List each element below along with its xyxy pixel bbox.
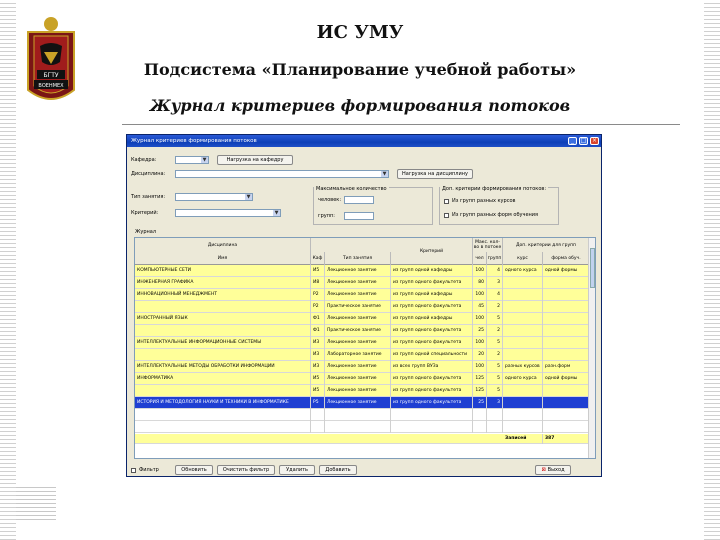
extra-courses-row <box>444 198 515 204</box>
cell-name <box>135 349 311 361</box>
cell-code: Ф1 <box>311 325 325 337</box>
cell-name: ИНЖЕНЕРНАЯ ГРАФИКА <box>135 277 311 289</box>
filter-label: Фильтр <box>139 467 159 473</box>
cell-criterion <box>391 421 473 433</box>
minimize-button[interactable]: _ <box>568 137 577 145</box>
cell-type: Лекционное занятие <box>325 337 391 349</box>
cell-type: Лекционное занятие <box>325 277 391 289</box>
col-criterion-header[interactable]: Критерий <box>391 238 473 265</box>
extra-forms-checkbox[interactable] <box>444 213 449 218</box>
groups-input[interactable] <box>344 212 374 220</box>
cell-name: ИНТЕЛЛЕКТУАЛЬНЫЕ МЕТОДЫ ОБРАБОТКИ ИНФОРМАЦИИ <box>135 361 311 373</box>
table-row[interactable] <box>135 397 590 409</box>
groups-label: групп: <box>318 213 335 219</box>
cell-name <box>135 385 311 397</box>
cell-groups: 2 <box>487 301 503 313</box>
cell-criterion: из групп одного факультета <box>391 373 473 385</box>
cell-name <box>135 421 311 433</box>
cell-people: 100 <box>473 265 487 277</box>
students-input[interactable] <box>344 196 374 204</box>
col-name-header[interactable]: Имя <box>135 252 311 265</box>
cell-type: Лекционное занятие <box>325 397 391 409</box>
cell-criterion: из групп одной кафедры <box>391 265 473 277</box>
cell-people: 25 <box>473 397 487 409</box>
table-row[interactable] <box>135 313 590 325</box>
cell-people: 125 <box>473 373 487 385</box>
cell-name: ИНФОРМАТИКА <box>135 373 311 385</box>
table-row[interactable] <box>135 421 590 433</box>
cell-type <box>325 409 391 421</box>
col-groups-header[interactable]: групп <box>487 252 503 265</box>
cell-groups: 5 <box>487 361 503 373</box>
cell-criterion: из групп одного факультета <box>391 337 473 349</box>
table-row[interactable] <box>135 409 590 421</box>
svg-text:БГТУ: БГТУ <box>43 72 59 79</box>
cell-course <box>503 385 543 397</box>
cell-name <box>135 301 311 313</box>
cell-people <box>473 409 487 421</box>
cell-criterion: из групп одной кафедры <box>391 289 473 301</box>
exit-icon: ⊠ <box>541 467 546 473</box>
cell-groups: 3 <box>487 397 503 409</box>
slide-title: ИС УМУ <box>316 22 404 43</box>
chevron-down-icon[interactable]: ▼ <box>202 157 207 163</box>
cell-criterion: из групп одного факультета <box>391 325 473 337</box>
cell-code: Р5 <box>311 397 325 409</box>
cell-groups: 4 <box>487 289 503 301</box>
cell-form: одной формы <box>543 373 590 385</box>
journal-window <box>126 134 602 477</box>
cell-people: 100 <box>473 337 487 349</box>
table-row[interactable] <box>135 349 590 361</box>
cell-form <box>543 397 590 409</box>
cell-code: И3 <box>311 337 325 349</box>
cell-code: И5 <box>311 373 325 385</box>
cell-course <box>503 409 543 421</box>
filter-checkbox[interactable] <box>131 468 136 473</box>
cell-code: И3 <box>311 349 325 361</box>
grid-header <box>135 238 590 265</box>
cell-people: 100 <box>473 313 487 325</box>
cell-name: ИНОСТРАННЫЙ ЯЗЫК <box>135 313 311 325</box>
table-row[interactable] <box>135 337 590 349</box>
cell-groups: 2 <box>487 325 503 337</box>
extra-courses-checkbox[interactable] <box>444 199 449 204</box>
exit-button[interactable] <box>535 465 571 475</box>
cell-form <box>543 313 590 325</box>
chevron-down-icon[interactable]: ▼ <box>246 194 251 200</box>
cell-criterion: из групп одной кафедры <box>391 313 473 325</box>
cell-name <box>135 409 311 421</box>
cell-type: Практическое занятие <box>325 301 391 313</box>
table-row[interactable] <box>135 361 590 373</box>
cell-groups: 2 <box>487 349 503 361</box>
cell-form <box>543 325 590 337</box>
cell-course <box>503 349 543 361</box>
cell-name <box>135 325 311 337</box>
cell-groups: 5 <box>487 385 503 397</box>
col-discipline-header[interactable]: Дисциплина <box>135 238 311 252</box>
kafedra-load-button[interactable]: Нагрузка на кафедру <box>217 155 293 165</box>
scrollbar-thumb[interactable] <box>590 248 595 288</box>
cell-form <box>543 289 590 301</box>
extra-criteria-group <box>439 187 559 225</box>
cell-course <box>503 337 543 349</box>
slide-subtitle: Подсистема «Планирование учебной работы» <box>143 60 577 79</box>
col-people-header[interactable]: чел <box>473 252 487 265</box>
col-type-header[interactable]: Тип занятия <box>325 252 391 265</box>
cell-type: Лабораторное занятие <box>325 349 391 361</box>
cell-type: Лекционное занятие <box>325 289 391 301</box>
grid-totals-row <box>135 434 590 444</box>
extra-forms-label: Из групп разных форм обучения <box>452 212 539 218</box>
cell-groups: 4 <box>487 265 503 277</box>
kafedra-row <box>131 155 293 165</box>
cell-form <box>543 421 590 433</box>
extra-criteria-title: Доп. критерии формирования потоков: <box>442 186 547 192</box>
cell-type: Практическое занятие <box>325 325 391 337</box>
discipline-row <box>131 169 473 179</box>
cell-form <box>543 277 590 289</box>
cell-form <box>543 349 590 361</box>
totals-value: 387 <box>543 434 590 444</box>
cell-criterion: из групп одной специальности <box>391 349 473 361</box>
window-titlebar <box>127 135 601 147</box>
cell-code: И5 <box>311 265 325 277</box>
lesson-type-select[interactable] <box>175 193 253 201</box>
extra-courses-label: Из групп разных курсов <box>452 198 516 204</box>
cell-groups <box>487 409 503 421</box>
cell-course <box>503 325 543 337</box>
table-row[interactable] <box>135 289 590 301</box>
chevron-down-icon[interactable]: ▼ <box>382 171 387 177</box>
cell-type <box>325 421 391 433</box>
discipline-label: Дисциплина: <box>131 171 166 177</box>
col-code-header[interactable]: Каф <box>311 252 325 265</box>
cell-groups: 5 <box>487 313 503 325</box>
close-button[interactable]: × <box>591 137 598 144</box>
table-row[interactable] <box>135 301 590 313</box>
max-count-group <box>313 187 433 225</box>
cell-people: 45 <box>473 301 487 313</box>
cell-code: Р2 <box>311 301 325 313</box>
col-course-header[interactable]: курс <box>503 252 543 265</box>
cell-course: одного курса <box>503 265 543 277</box>
cell-people <box>473 421 487 433</box>
slide-right-stripe <box>704 0 720 540</box>
cell-course <box>503 277 543 289</box>
cell-course <box>503 397 543 409</box>
cell-course <box>503 313 543 325</box>
slide-heading: Журнал критериев формирования потоков <box>149 96 571 115</box>
cell-criterion: из всех групп ВУЗа <box>391 361 473 373</box>
chevron-down-icon[interactable]: ▼ <box>274 210 279 216</box>
table-row[interactable] <box>135 325 590 337</box>
cell-type: Лекционное занятие <box>325 373 391 385</box>
cell-course: разных курсов <box>503 361 543 373</box>
slide-corner-stripe <box>16 484 56 520</box>
cell-form <box>543 385 590 397</box>
cell-groups: 5 <box>487 337 503 349</box>
cell-course: одного курса <box>503 373 543 385</box>
slide-divider <box>122 124 680 125</box>
add-button[interactable]: Добавить <box>319 465 357 475</box>
col-form-header[interactable]: форма обуч. <box>543 252 590 265</box>
cell-form <box>543 409 590 421</box>
cell-code: Ф1 <box>311 313 325 325</box>
discipline-load-button[interactable]: Нагрузка на дисциплину <box>397 169 473 179</box>
cell-people: 80 <box>473 277 487 289</box>
window-title: Журнал критериев формирования потоков <box>131 138 257 144</box>
extra-forms-row <box>444 212 538 218</box>
maximize-button[interactable]: □ <box>580 137 587 144</box>
footer-toolbar <box>131 465 571 475</box>
exit-label: Выход <box>547 467 565 473</box>
criterion-select[interactable] <box>175 209 281 217</box>
col-max-header[interactable]: Макс. кол-во в потоке <box>473 240 502 250</box>
cell-code: И3 <box>311 361 325 373</box>
cell-type: Лекционное занятие <box>325 265 391 277</box>
cell-groups <box>487 421 503 433</box>
cell-course <box>503 421 543 433</box>
cell-name: ИСТОРИЯ И МЕТОДОЛОГИЯ НАУКИ И ТЕХНИКИ В ИНФОРМАТИКЕ <box>135 397 311 409</box>
delete-button[interactable]: Удалить <box>279 465 315 475</box>
students-row <box>318 196 374 204</box>
table-row[interactable] <box>135 385 590 397</box>
criterion-label: Критерий: <box>131 210 159 216</box>
cell-criterion: из групп одного факультета <box>391 385 473 397</box>
cell-people: 25 <box>473 325 487 337</box>
lesson-type-row <box>131 193 253 201</box>
svg-text:ВОЕНМЕХ: ВОЕНМЕХ <box>38 83 64 89</box>
cell-criterion <box>391 409 473 421</box>
kafedra-label: Кафедра: <box>131 157 157 163</box>
cell-course <box>503 289 543 301</box>
slide-left-stripe <box>0 0 16 540</box>
cell-groups: 5 <box>487 373 503 385</box>
cell-code: И8 <box>311 277 325 289</box>
cell-course <box>503 301 543 313</box>
cell-name: КОМПЬЮТЕРНЫЕ СЕТИ <box>135 265 311 277</box>
cell-criterion: из групп одного факультета <box>391 397 473 409</box>
refresh-button[interactable]: Обновить <box>175 465 213 475</box>
cell-type: Лекционное занятие <box>325 361 391 373</box>
criterion-row <box>131 209 281 217</box>
cell-form <box>543 337 590 349</box>
cell-groups: 3 <box>487 277 503 289</box>
cell-name: ИННОВАЦИОННЫЙ МЕНЕДЖМЕНТ <box>135 289 311 301</box>
table-row[interactable] <box>135 265 590 277</box>
cell-code <box>311 421 325 433</box>
table-row[interactable] <box>135 373 590 385</box>
col-extra-header[interactable]: Доп. критерии для групп <box>503 238 590 252</box>
cell-criterion: из групп одного факультета <box>391 277 473 289</box>
lesson-type-label: Тип занятия: <box>131 194 166 200</box>
cell-code <box>311 409 325 421</box>
kafedra-select[interactable] <box>175 156 209 164</box>
cell-name: ИНТЕЛЛЕКТУАЛЬНЫЕ ИНФОРМАЦИОННЫЕ СИСТЕМЫ <box>135 337 311 349</box>
cell-criterion: из групп одного факультета <box>391 301 473 313</box>
totals-label: Записей <box>503 434 543 444</box>
cell-people: 20 <box>473 349 487 361</box>
cell-people: 100 <box>473 289 487 301</box>
max-count-title: Максимальное количество <box>316 186 387 192</box>
journal-label: Журнал <box>135 229 157 235</box>
cell-type: Лекционное занятие <box>325 313 391 325</box>
clear-filter-button[interactable]: Очистить фильтр <box>217 465 275 475</box>
discipline-select[interactable] <box>175 170 389 178</box>
cell-form: разн.форм <box>543 361 590 373</box>
cell-code: Р2 <box>311 289 325 301</box>
groups-row <box>318 212 374 220</box>
cell-type: Лекционное занятие <box>325 385 391 397</box>
cell-code: И5 <box>311 385 325 397</box>
table-row[interactable] <box>135 277 590 289</box>
students-label: человек: <box>318 197 342 203</box>
cell-form: одной формы <box>543 265 590 277</box>
cell-people: 125 <box>473 385 487 397</box>
journal-grid <box>134 237 596 459</box>
grid-scrollbar[interactable] <box>588 238 595 458</box>
cell-people: 100 <box>473 361 487 373</box>
cell-form <box>543 301 590 313</box>
